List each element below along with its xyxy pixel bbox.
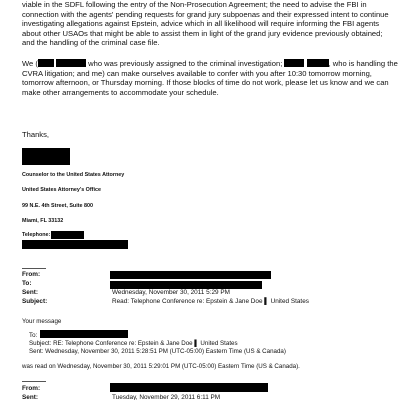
redaction-box [51, 231, 84, 239]
signature-office: United States Attorney's Office [22, 187, 101, 193]
paragraph-2-text: , who is handling the [328, 59, 398, 68]
paragraph-2-line: make other arrangements to accommodate your schedule. [22, 87, 219, 97]
from-label: From: [22, 385, 41, 392]
read-receipt-read-line: was read on Wednesday, November 30, 2011 5:29:01 PM (UTC-05:00) Eastern Time (US & Canada). [22, 363, 300, 370]
paragraph-1 [22, 0, 389, 48]
paragraph-1-line: viable in the SDFL following the entry of the Non-Prosecution Agreement; the need to advise the FBI in [22, 0, 367, 9]
paragraph-2-text: We ( [22, 59, 38, 68]
redaction-box [307, 59, 329, 67]
subject-label: Subject: [22, 298, 48, 305]
signature-title: Counselor to the United States Attorney [22, 172, 125, 178]
paragraph-1-line: investigating allegations against Epstein, advice which in all likelihood will require informing the FBI agents [22, 19, 380, 29]
read-receipt-to-label: To: [29, 332, 38, 339]
read-receipt-subject: Subject: RE: Telephone Conference re: Epstein & Jane Doe ▌ United States [29, 340, 238, 347]
signature-street: 99 N.E. 4th Street, Suite 800 [22, 203, 94, 209]
sent-value: Tuesday, November 29, 2011 6:11 PM [112, 394, 221, 400]
signature-telephone-label: Telephone: [22, 232, 51, 238]
paragraph-2-line: tomorrow afternoon, or Thursday morning. If those blocks of time do not work, please let us know and we can [22, 78, 389, 88]
separator-line [22, 268, 46, 269]
paragraph-2-line [22, 59, 398, 69]
redaction-box [110, 271, 271, 279]
sent-value: Wednesday, November 30, 2011 5:29 PM [112, 289, 230, 296]
separator-line [22, 381, 46, 382]
signature-city: Miami, FL 33132 [22, 218, 64, 224]
paragraph-1-line: connection with the agents' pending requests for grand jury subpoenas and their expressed intent to continue [22, 9, 389, 19]
redaction-box [110, 383, 268, 392]
redaction-box [56, 59, 86, 67]
to-label: To: [22, 280, 32, 287]
paragraph-2-line: CVRA litigation; and me) can make ourselves available to confer with you after 10:30 tomorrow morning, [22, 68, 372, 78]
paragraph-1-line: about other USAOs that might be able to assist them in light of the grand jury evidence previously obtained; [22, 28, 383, 38]
read-receipt-sent: Sent: Wednesday, November 30, 2011 5:28:51 PM (UTC-05:00) Eastern Time (US & Canada) [29, 348, 286, 355]
subject-value: Read: Telephone Conference re: Epstein & Jane Doe ▌ United States [112, 298, 309, 305]
paragraph-2 [22, 59, 398, 97]
redaction-box [110, 281, 262, 289]
sent-label: Sent: [22, 394, 38, 400]
sent-label: Sent: [22, 289, 38, 296]
redaction-box [38, 59, 54, 67]
closing-text: Thanks, [22, 130, 50, 139]
paragraph-1-line: and the handling of the criminal case file. [22, 38, 160, 48]
redaction-box [22, 148, 70, 165]
redaction-box [40, 330, 128, 338]
read-receipt-intro: Your message [22, 318, 62, 325]
paragraph-2-text: who was previously assigned to the criminal investigation; [86, 59, 283, 68]
redaction-box [22, 240, 128, 249]
from-label: From: [22, 271, 41, 278]
redaction-box [284, 59, 304, 67]
